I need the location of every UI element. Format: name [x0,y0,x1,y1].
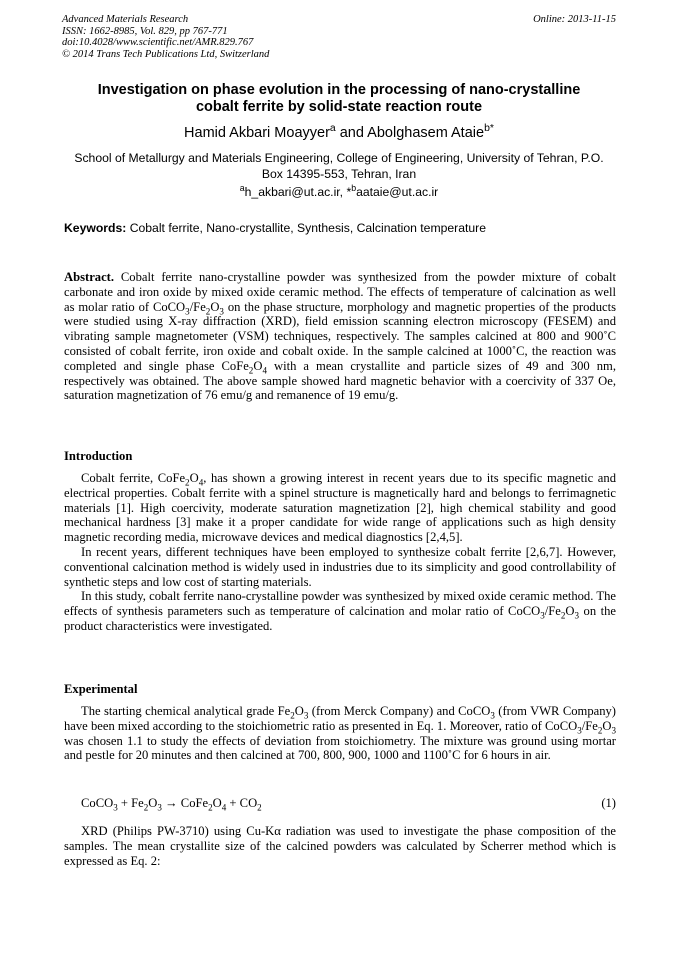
abstract-text: Cobalt ferrite nano-crystalline powder was synthesized from the powder mixture of cobalt carbonate and iron oxide by mixed oxide ceramic method. The effects of temperature of calcination as well as molar ratio of CoCO [64,270,616,314]
subscript: 3 [185,306,190,317]
abstract [64,270,616,403]
keywords-label: Keywords: [64,221,127,235]
subscript: 3 [611,725,616,736]
abstract-text: on the phase structure, morphology and magnetic properties of the products were studied using X-ray diffraction (XRD), field emission scanning electron microscopy (FESEM) and vibrating sample magnetometer (VSM) techniques, respectively. The samples calcined at 800 and 900˚C consisted of cobalt ferrite, iron oxide and cobalt oxide. In the sample calcined at 1000˚C, the reaction was completed and single phase CoFe [64,299,616,373]
text-run: , has shown a growing interest in recent years due to its specific magnetic and electrical properties. Cobalt ferrite with a spinel structure is magnetically hard and belongs to ferrimagnetic materials [1]. High coercivity, moderate saturation magnetization [2], high chemical stability and good mechanical hardness [3] make it a proper candidate for wide range of applications such as high density magnetic recording media, microwave devices and medical diagnostics [2,4,5]. [64,471,616,545]
text-run: In this study, cobalt ferrite nano-crystalline powder was synthesized by mixed oxide ceramic method. The effects of synthesis parameters such as temperature of calcination and molar ratio of CoCO [64,589,616,619]
text-run: O [189,471,199,485]
eq-term: CoCO [81,796,114,810]
affiliation [62,150,616,182]
paper-title [62,82,616,116]
equation-1 [81,796,616,811]
subscript: 3 [303,710,309,721]
subscript: 2 [208,802,213,813]
subscript: 2 [560,610,566,621]
title-line-2: cobalt ferrite by solid-state reaction route [195,99,483,115]
email-separator: , * [339,185,352,199]
keywords [64,221,616,236]
affiliation-line-2: Box 14395-553, Tehran, Iran [261,167,417,181]
journal-name: Advanced Materials Research [62,14,189,25]
author-conjunction: and [335,125,368,141]
author-emails [62,182,616,200]
subscript: 4 [198,477,204,488]
experimental-body-2 [64,824,616,868]
copyright-line: © 2014 Trans Tech Publications Ltd, Switzerland [62,48,270,60]
eq-term: → CoFe [161,796,209,810]
online-date: Online: 2013-11-15 [533,14,616,25]
experimental-heading: Experimental [64,682,138,696]
subscript: 2 [205,306,211,317]
text-run: O [294,704,304,718]
experimental-paragraph-2: XRD (Philips PW-3710) using Cu-Kα radiation was used to investigate the phase composition of the samples. The mean crystallite size of the calcined powders was calculated by Scherrer method which is expressed as Eq. 2: [64,824,616,868]
subscript: 2 [143,802,149,813]
abstract-label: Abstract. [64,270,115,284]
abstract-text: /Fe [189,299,206,314]
email-b-mark: b [351,182,357,193]
text-run: (from VWR Company) have been mixed according to the stoichiometric ratio as presented in Eq. 1. Moreover, ratio of CoCO [64,704,616,733]
eq-term: O [148,796,158,810]
email-a-mark: a [239,182,245,193]
text-run: O [602,718,612,733]
equation-number: (1) [601,796,616,810]
subscript: 3 [157,802,162,813]
text-run: /Fe [544,604,561,619]
subscript: 4 [221,802,227,813]
experimental-body [64,704,616,763]
introduction-heading: Introduction [64,449,133,463]
text-run: (from Merck Company) and CoCO [308,704,491,718]
subscript: 3 [113,802,118,813]
issn-line: ISSN: 1662-8985, Vol. 829, pp 767-771 [62,25,228,37]
text-run: O [565,604,575,619]
intro-paragraph-3 [64,589,616,633]
author-1-mark: a [329,123,336,135]
author-1: Hamid Akbari Moayyer [184,125,330,141]
text-run: Cobalt ferrite, CoFe [81,471,186,485]
doi-line: doi:10.4028/www.scientific.net/AMR.829.767 [62,37,254,49]
eq-term: + Fe [117,796,144,810]
author-2-mark: b* [484,123,494,135]
experimental-paragraph-1 [64,704,616,763]
text-run: The starting chemical analytical grade Fe [81,704,291,718]
email-a: h_akbari@ut.ac.ir [244,185,340,199]
subscript: 2 [597,725,603,736]
affiliation-line-1: School of Metallurgy and Materials Engineering, College of Engineering, University of Tehran, P.O. [74,151,604,165]
subscript: 3 [577,725,582,736]
eq-term: O [212,796,222,810]
intro-paragraph-2: In recent years, different techniques have been employed to synthesize cobalt ferrite [2,6,7]. However, conventional calcination method is widely used in industries due to its simplicity and good controllability of synthetic steps and low cost of starting materials. [64,544,616,589]
author-2: Abolghasem Ataie [367,125,485,141]
subscript: 4 [262,365,267,376]
subscript: 3 [574,610,580,621]
introduction-body [64,471,616,634]
abstract-text: O [253,358,263,373]
subscript: 2 [257,802,262,813]
subscript: 2 [248,365,254,376]
abstract-text: O [210,299,220,314]
subscript: 3 [490,710,495,721]
eq-term: + CO [226,796,258,810]
text-run: /Fe [581,718,598,733]
subscript: 2 [290,710,295,721]
text-run: on the product characteristics were investigated. [64,604,617,633]
text-run: was chosen 1.1 to study the effects of deviation from stoichiometry. The mixture was ground using mortar and pestle for 20 minutes and then calcined at 700, 800, 900, 1000 and 1100˚C for 6 hours in air. [64,733,616,763]
subscript: 2 [185,477,190,488]
intro-paragraph-1 [64,471,616,545]
author-list [62,124,616,142]
title-line-1: Investigation on phase evolution in the processing of nano-crystalline [97,82,581,98]
journal-header [62,14,616,60]
abstract-text: with a mean crystallite and particle sizes of 49 and 300 nm, respectively was obtained. The above sample showed hard magnetic behavior with a coercivity of 337 Oe, saturation magnetization of 76 emu/g and remanence of 19 emu/g. [64,358,617,403]
keywords-text: Cobalt ferrite, Nano-crystallite, Synthesis, Calcination temperature [126,221,486,235]
email-b: aataie@ut.ac.ir [356,185,439,199]
subscript: 3 [219,306,224,317]
subscript: 3 [540,610,545,621]
